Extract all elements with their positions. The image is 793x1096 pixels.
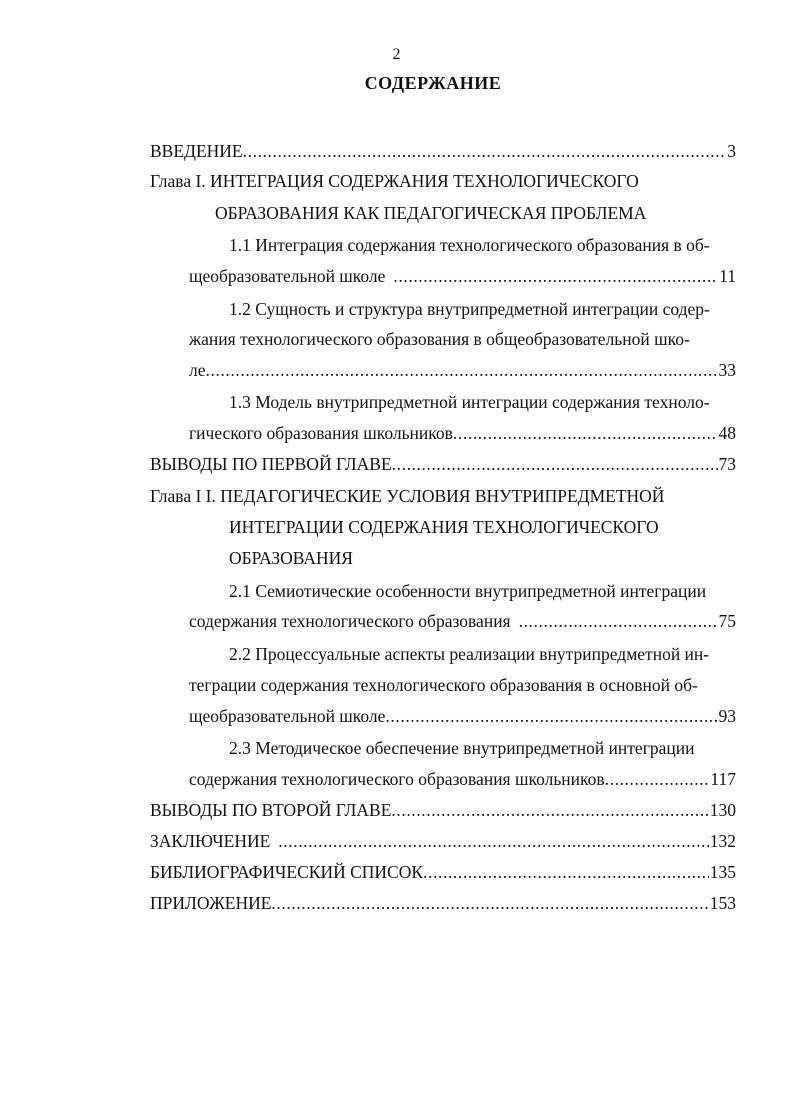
toc-entry-1-2-line-1[interactable]: 1.2 Сущность и структура внутрипредметной интеграции содер- [229, 299, 710, 319]
toc-entry-label: щеобразовательной школе [189, 706, 386, 726]
chapter-2-heading-line-3[interactable]: ОБРАЗОВАНИЯ [229, 548, 353, 568]
toc-entry-label: содержания технологического образования школьников [189, 769, 605, 789]
dot-leader [391, 795, 708, 825]
toc-entry-label: ВЫВОДЫ ПО ВТОРОЙ ГЛАВЕ [150, 800, 392, 820]
toc-entry-label: БИБЛИОГРАФИЧЕСКИЙ СПИСОК [150, 862, 424, 882]
toc-entry-conclusions-chapter-2[interactable] [150, 795, 736, 825]
toc-entry-intro[interactable] [150, 136, 736, 166]
toc-entry-page: 11 [719, 266, 736, 286]
toc-entry-label: щеобразовательной школе [189, 266, 386, 286]
toc-entry-label: ВВЕДЕНИЕ [150, 141, 243, 161]
chapter-1-heading-line-1[interactable]: Глава I. ИНТЕГРАЦИЯ СОДЕРЖАНИЯ ТЕХНОЛОГИЧЕСКОГО [150, 171, 639, 191]
toc-entry-page: 33 [718, 360, 736, 380]
toc-entry-label: гического образования школьников [189, 423, 453, 443]
toc-entry-2-1[interactable] [189, 606, 736, 636]
dot-leader [385, 701, 717, 731]
toc-entry-1-2[interactable] [189, 355, 736, 385]
chapter-2-heading-line-2[interactable]: ИНТЕГРАЦИИ СОДЕРЖАНИЯ ТЕХНОЛОГИЧЕСКОГО [229, 517, 659, 537]
toc-entry-page: 130 [709, 800, 736, 820]
toc-entry-page: 75 [718, 611, 736, 631]
toc-entry-appendix[interactable] [150, 888, 736, 918]
dot-leader [271, 888, 708, 918]
dot-leader [393, 261, 718, 291]
toc-entry-label: ле [189, 360, 206, 380]
dot-leader [423, 857, 709, 887]
toc-title: СОДЕРЖАНИЕ [364, 73, 502, 93]
chapter-1-heading-line-2[interactable]: ОБРАЗОВАНИЯ КАК ПЕДАГОГИЧЕСКАЯ ПРОБЛЕМА [215, 203, 647, 223]
toc-entry-2-2-line-1[interactable]: 2.2 Процессуальные аспекты реализации внутрипредметной ин- [229, 644, 710, 664]
toc-entry-2-3-line-1[interactable]: 2.3 Методическое обеспечение внутрипредметной интеграции [229, 738, 695, 758]
toc-entry-page: 48 [718, 423, 736, 443]
dot-leader [243, 136, 727, 166]
toc-entry-label: ВЫВОДЫ ПО ПЕРВОЙ ГЛАВЕ [150, 454, 392, 474]
dot-leader [453, 418, 718, 448]
toc-entry-2-2-line-2[interactable]: теграции содержания технологического образования в основной об- [189, 675, 698, 695]
toc-entry-1-1[interactable] [189, 261, 736, 291]
toc-entry-page: 93 [718, 706, 736, 726]
toc-entry-page: 117 [710, 769, 736, 789]
dot-leader [278, 826, 708, 856]
toc-entry-label: ПРИЛОЖЕНИЕ [150, 893, 272, 913]
toc-entry-page: 153 [709, 893, 736, 913]
toc-entry-page: 3 [727, 141, 736, 161]
dot-leader [392, 449, 718, 479]
chapter-2-heading-line-1[interactable]: Глава I I. ПЕДАГОГИЧЕСКИЕ УСЛОВИЯ ВНУТРИПРЕДМЕТНОЙ [150, 486, 665, 506]
toc-entry-conclusion[interactable] [150, 826, 736, 856]
toc-entry-label: ЗАКЛЮЧЕНИЕ [150, 831, 271, 851]
toc-entry-bibliography[interactable] [150, 857, 736, 887]
dot-leader [605, 764, 710, 794]
toc-entry-conclusions-chapter-1[interactable] [150, 449, 736, 479]
toc-entry-1-1-line-1[interactable]: 1.1 Интеграция содержания технологического образования в об- [229, 235, 710, 255]
toc-entry-label: содержания технологического образования [189, 611, 511, 631]
toc-entry-page: 73 [718, 454, 736, 474]
toc-entry-1-3-line-1[interactable]: 1.3 Модель внутрипредметной интеграции содержания техноло- [229, 392, 710, 412]
toc-entry-2-3[interactable] [189, 764, 736, 794]
toc-entry-page: 135 [709, 862, 736, 882]
toc-entry-2-1-line-1[interactable]: 2.1 Семиотические особенности внутрипредметной интеграции [229, 581, 707, 601]
toc-entry-1-2-line-2[interactable]: жания технологического образования в общеобразовательной шко- [189, 329, 690, 349]
dot-leader [206, 355, 718, 385]
dot-leader [519, 606, 718, 636]
toc-entry-1-3[interactable] [189, 418, 736, 448]
toc-entry-page: 132 [709, 831, 736, 851]
page-number: 2 [392, 46, 401, 63]
toc-entry-2-2[interactable] [189, 701, 736, 731]
